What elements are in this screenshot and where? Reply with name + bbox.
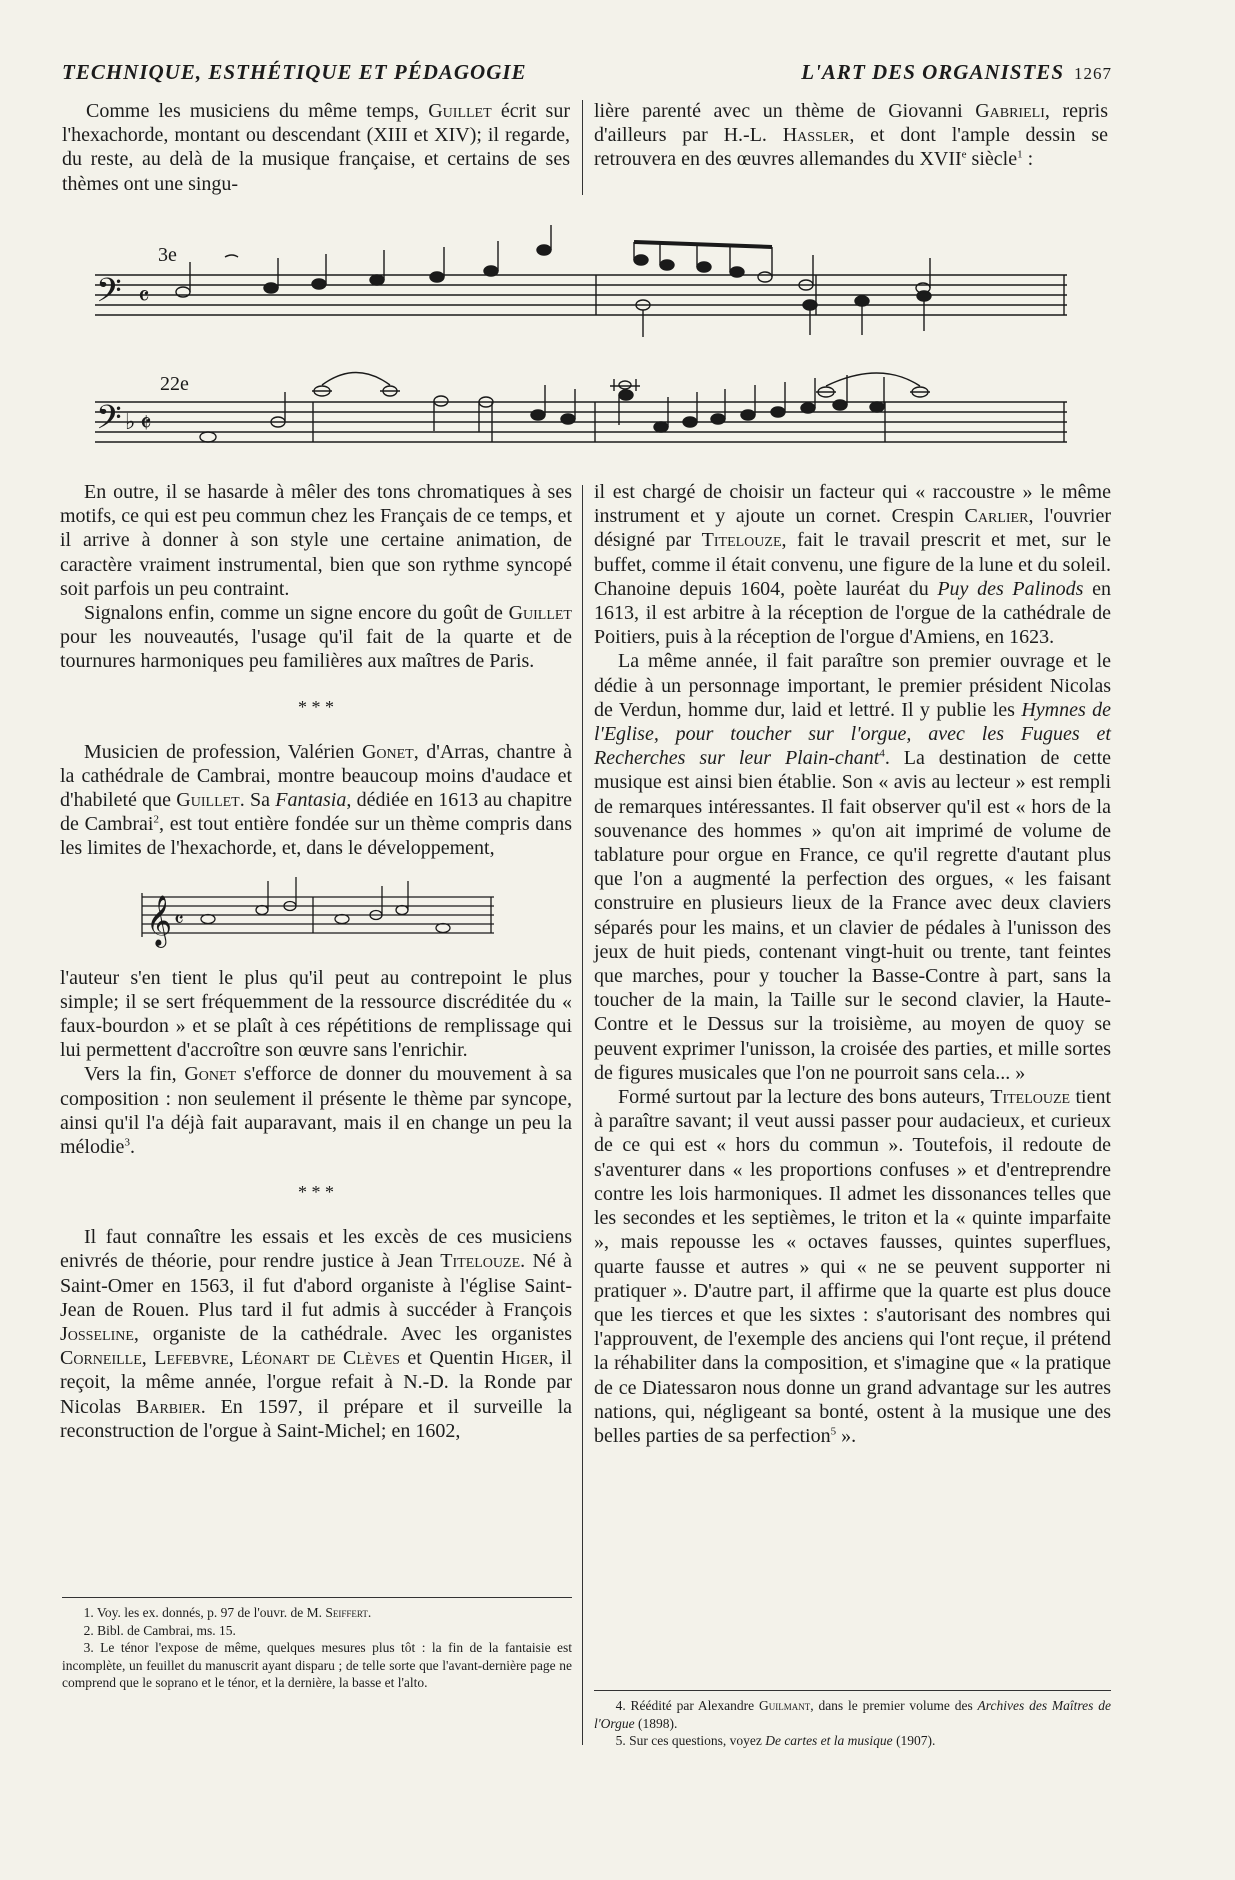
- left-paragraph-4: l'auteur s'en tient le plus qu'il peut au contrepoint le plus simple; il se sert fréquemment de la ressource discréditée du « faux-bourdon » et se plaît à ces répétitions de remplissage qui lui permettent d'accroître son œuvre sans l'enrichir.: [60, 966, 572, 1062]
- left-paragraph-6: Il faut connaître les essais et les excès de ces musiciens enivrés de théorie, pour rendre justice à Jean Titelouze. Né à Saint-Omer en 1563, il fut d'abord organiste à l'église Saint-Jean de Rouen. Plus tard il fut admis à succéder à François Josseline, organiste de la cathédrale. Avec les organistes Corneille, Lefebvre, Léonart de Clèves et Quentin Higer, il reçoit, la même année, l'orgue refait à N.-D. la Ronde par Nicolas Barbier. En 1597, il prépare et il surveille la reconstruction de l'orgue à Saint-Michel; en 1602,: [60, 1226, 573, 1442]
- page-number: 1267: [1074, 64, 1112, 83]
- svg-text:𝄴: 𝄴: [174, 907, 184, 933]
- footnote-1: 1. Voy. les ex. donnés, p. 97 de l'ouvr. de M. Seiffert.: [83, 1605, 372, 1620]
- left-paragraph-1: En outre, il se hasarde à mêler des tons chromatiques à ses motifs, ce qui est peu commun chez les Français de ce temps, et il arrive à donner à son style une certaine animation, de caractère vraiment instrumental, bien que son rythme syncopé soit parfois un peu contraint.: [60, 481, 572, 600]
- svg-text:𝄴: 𝄴: [138, 282, 150, 312]
- svg-text:♭: ♭: [125, 410, 136, 435]
- right-paragraph-2: La même année, il fait paraître son premier ouvrage et le dédie à un personnage important, le premier président Nicolas de Verdun, homme dur, laid et lettré. Il y publie les Hymnes de l'Eglise, pour toucher sur l'orgue, avec les Fugues et Recherches sur leur Plain-chant$^4$. La destination de cette musique est ainsi bien établie. Son « avis au lecteur » est rempli de remarques intéressantes. Il fait observer qu'il est « hors de la souvenance des hommes » qu'on ait imprimé de volume de tablature pour orgue en France, ce qu'il regrette d'autant plus que l'on a augmenté la perfection des orgues, « les faisant construire en plusieurs lieux de la France avec deux claviers séparés pour les mains, et un clavier de pédales à l'unisson des jeux de huit pieds, contenant vingt-huit ou trente, tant feintes que marches, pour y toucher la Basse-Contre à part, sans la toucher de la main, la Taille sur le second clavier, la Haute-Contre et le Dessus sur la troisième, au moyen de quoy se peuvent exprimer l'unisson, la croisée des parties, et mille sortes de figures musicales que l'on ne pourroit sans cela... »: [594, 650, 1111, 1084]
- treble-clef: 𝄞: [146, 894, 173, 946]
- column-divider-top: [582, 100, 583, 195]
- music-example-3: [60, 861, 572, 966]
- footnote-2: 2. Bibl. de Cambrai, ms. 15.: [83, 1622, 236, 1638]
- left-paragraph-2: Signalons enfin, comme un signe encore du goût de Guillet pour les nouveautés, l'usage qu'il fait de la quarte et de tournures harmoniques peu familières aux maîtres de Paris.: [60, 602, 572, 673]
- header-left: TECHNIQUE, ESTHÉTIQUE ET PÉDAGOGIE: [62, 60, 527, 84]
- footnote-rule-right: [594, 1690, 1111, 1691]
- top-left-paragraph: Comme les musiciens du même temps, Guillet écrit sur l'hexachorde, montant ou descendant (XIII et XIV); il regarde, du reste, au delà de la musique française, et certains de ses thèmes ont une singu-: [62, 100, 570, 195]
- footnote-4: 4. Réédité par Alexandre Guilmant, dans le premier volume des Archives des Maîtres de l'Orgue (1898).: [594, 1698, 1111, 1731]
- right-column: [594, 480, 1111, 1448]
- top-right-paragraph: lière parenté avec un thème de Giovanni Gabrieli, repris d'ailleurs par H.-L. Hassler, et dont l'ample dessin se retrouvera en des œuvres allemandes du XVIIe siècle$^1$ :: [594, 100, 1108, 171]
- header-right: [801, 60, 1112, 85]
- right-paragraph-1: il est chargé de choisir un facteur qui « raccoustre » le même instrument et y ajoute un cornet. Crespin Carlier, l'ouvrier désigné par Titelouze, fait le travail prescrit et met, sur le buffet, comme il était convenu, une figure de la lune et du soleil. Chanoine depuis 1604, poète lauréat du Puy des Palinods en 1613, il est arbitre à la réception de l'orgue de la cathédrale de Poitiers, puis à la réception de l'orgue d'Amiens, en 1623.: [594, 481, 1111, 649]
- column-divider-body: [582, 485, 583, 1745]
- right-paragraph-3: Formé surtout par la lecture des bons auteurs, Titelouze tient à paraître savant; il veut aussi passer pour audacieux, et curieux de ce qui est « hors du commun ». Toutefois, il redoute de s'aventurer dans « les proportions confuses » et d'entreprendre contre les lois harmoniques. Il admet les dissonances telles que les secondes et les septièmes, le triton et la « quinte imparfaite », mais repousse les « octaves fausses, quintes superflues, quarte fausse et autres » qui « ne se peuvent supporter ni pratiquer ». D'autre part, il affirme que la quarte est plus douce que les tierces et que les sixtes : s'autorisant des nombres qui l'approuvent, de l'exemple des anciens qui l'ont reçue, il prétend la réhabiliter dans la composition, et s'imagine que « la pratique de ce Diatessaron nous donne un grand advantage sur les autres nations, qui, négligeant sa bonté, ostent à la musique une des belles parties de sa perfection$^5$ ».: [594, 1086, 1111, 1447]
- music-examples: [0, 225, 1235, 450]
- example-label-2: 22e: [160, 373, 189, 395]
- bass-clef-2: 𝄢: [96, 399, 122, 445]
- left-paragraph-3: Musicien de profession, Valérien Gonet, d'Arras, chantre à la cathédrale de Cambrai, montre beaucoup moins d'audace et d'habileté que Guillet. Sa Fantasia, dédiée en 1613 au chapitre de Cambrai$^2$, est tout entière fondée sur un thème compris dans les limites de l'hexachorde, et, dans le développement,: [60, 740, 572, 860]
- bass-clef-1: 𝄢: [96, 272, 122, 318]
- footnote-rule-left: [62, 1597, 572, 1598]
- section-ornament-1: * * *: [298, 696, 334, 717]
- svg-text:𝄵: 𝄵: [140, 409, 152, 439]
- footnote-5: 5. Sur ces questions, voyez De cartes et la musique (1907).: [615, 1733, 936, 1748]
- example-label-1: 3e: [158, 244, 177, 266]
- top-left-text: [62, 99, 570, 196]
- footnotes-right: [594, 1697, 1111, 1750]
- top-right-text: [594, 99, 1108, 172]
- running-header: [62, 60, 1112, 90]
- header-right-title: L'ART DES ORGANISTES: [801, 60, 1064, 84]
- left-column: [60, 480, 572, 1443]
- footnote-3: 3. Le ténor l'expose de même, quelques mesures plus tôt : la fin de la fantaisie est incomplète, un feuillet du manuscrit ayant disparu ; de telle sorte que l'avant-dernière page ne comprend que le soprano et le ténor, et la dernière, la basse et l'alto.: [62, 1640, 572, 1690]
- left-paragraph-5: Vers la fin, Gonet s'efforce de donner du mouvement à sa composition : non seulement il présente le thème par syncope, ainsi qu'il l'a déjà fait auparavant, mais il en change un peu la mélodie$^3$.: [60, 1063, 573, 1159]
- footnotes-left: [62, 1604, 572, 1692]
- section-ornament-2: * * *: [298, 1182, 334, 1203]
